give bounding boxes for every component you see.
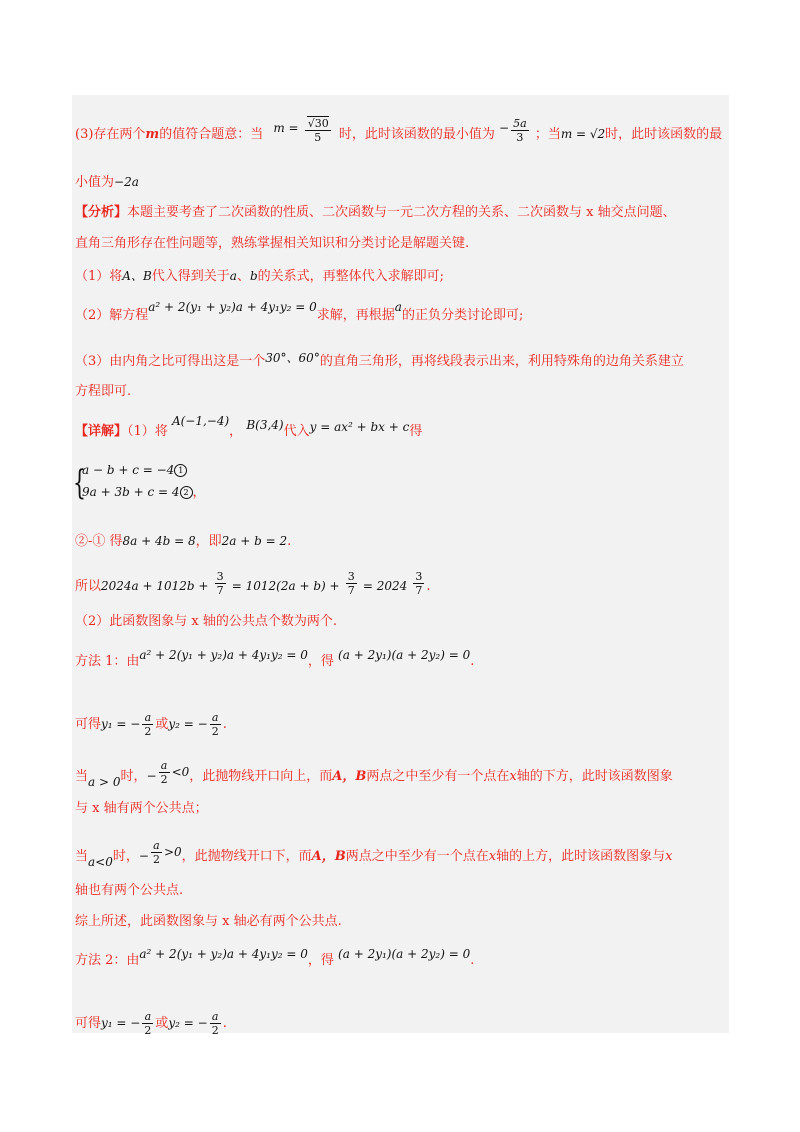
- frac-den: 7: [216, 584, 224, 597]
- comma: ，: [192, 485, 206, 500]
- fraction-a-over-2: [151, 839, 162, 866]
- less-than-zero: <0: [171, 765, 190, 779]
- y1-equals: y₁ = −: [101, 1016, 141, 1030]
- frac-num: 3: [415, 570, 423, 583]
- m-equals-sqrt2: m = √2: [560, 127, 606, 141]
- point-a: A(−1,−4): [171, 414, 230, 428]
- equation-quadratic: a² + 2(y₁ + y₂)a + 4y₁y₂ = 0: [148, 300, 317, 314]
- conclusion: [75, 914, 342, 930]
- get-label: 可得: [75, 717, 102, 732]
- greater-than-zero: >0: [163, 845, 182, 859]
- detail-text-a: （1）将: [127, 424, 168, 439]
- frac-num: 3: [347, 570, 355, 583]
- part3-line1: [75, 117, 723, 148]
- part3-mid: 的值符合题意：当: [159, 127, 264, 142]
- frac-den: 2: [144, 1024, 152, 1037]
- equation-quadratic: a² + 2(y₁ + y₂)a + 4y₁y₂ = 0: [139, 947, 308, 961]
- part3-prefix: (3)存在两个: [75, 127, 146, 142]
- detail-text-c: 得: [409, 424, 423, 439]
- minus-sign: −: [146, 769, 157, 783]
- analysis-line2: [75, 236, 469, 252]
- step3-c: 方程即可.: [75, 384, 132, 399]
- comma: ，: [229, 424, 243, 439]
- var-x: x: [509, 769, 517, 784]
- fraction-a-over-2: [159, 759, 170, 786]
- frac-num: a: [151, 839, 162, 853]
- analysis-step3: [75, 353, 684, 370]
- equation-quadratic: a² + 2(y₁ + y₂)a + 4y₁y₂ = 0: [139, 648, 308, 662]
- case1-text-e: 轴的下方，此时该函数图象: [516, 769, 673, 784]
- circled-number: 1: [174, 464, 187, 477]
- points-ab: A，B: [332, 769, 367, 784]
- detail-line1: [75, 414, 423, 440]
- analysis-tag: 【分析】: [75, 205, 128, 220]
- case1-text-l2: 与 x 轴有两个公共点；: [75, 801, 208, 816]
- fraction-a-over-2: [142, 711, 153, 738]
- y1-equals: y₁ = −: [101, 717, 141, 731]
- so-label: 所以: [75, 579, 102, 594]
- fraction-3-7: [413, 570, 424, 597]
- part3-text2: ；当: [534, 127, 561, 142]
- period: .: [426, 579, 431, 594]
- var-m: m: [145, 127, 160, 142]
- method2-mid: ，得: [307, 953, 334, 968]
- system-brace: {: [73, 463, 86, 503]
- fraction-a-over-2: [142, 1010, 153, 1037]
- frac-num: √30: [307, 117, 329, 130]
- frac-den: 2: [211, 725, 219, 738]
- case1-line2: [75, 801, 208, 817]
- case2-text-e: 轴的上方，此时该函数图象与: [496, 849, 666, 864]
- fraction-5a-over-3: [511, 117, 529, 144]
- method2-label: 方法 2：由: [75, 953, 140, 968]
- m-equals: m =: [273, 121, 299, 135]
- part3-min-label: 小值为: [75, 175, 115, 190]
- fraction-3-7: [346, 570, 357, 597]
- var-x: x: [665, 849, 673, 864]
- analysis-text2: 直角三角形存在性问题等，熟练掌握相关知识和分类讨论是解题关键.: [75, 236, 470, 251]
- period: .: [470, 953, 475, 968]
- period: .: [222, 1016, 227, 1031]
- equation-factored: (a + 2y₁)(a + 2y₂) = 0: [338, 648, 471, 662]
- eq-8a4b: 8a + 4b = 8: [122, 534, 196, 548]
- case2-text-c: ，此抛物线开口下，而: [181, 849, 312, 864]
- part3-line2: [75, 174, 139, 191]
- fraction-a-over-2: [210, 1010, 221, 1037]
- equation-2: 9a + 3b + c = 4: [82, 485, 180, 499]
- fraction-a-over-2: [210, 711, 221, 738]
- method1-result: [75, 711, 227, 738]
- y2-equals: y₂ = −: [168, 1016, 208, 1030]
- part2-intro: [75, 614, 337, 630]
- frac-den: 7: [347, 584, 355, 597]
- case2-when: 当: [75, 849, 89, 864]
- min-value: −2a: [114, 175, 139, 189]
- frac-den: 2: [144, 725, 152, 738]
- part2-intro-text: （2）此函数图象与 x 轴的公共点个数为两个.: [75, 614, 337, 629]
- step2-b: 求解，再根据: [316, 308, 395, 323]
- or-label: 或: [155, 1016, 169, 1031]
- part3-text1: 时，此时该函数的最小值为: [338, 127, 495, 142]
- step2-c: 的正负分类讨论即可;: [401, 308, 524, 323]
- detail-text-b: 代入: [283, 424, 310, 439]
- case1-shi: 时，: [120, 769, 147, 784]
- equation-1: a − b + c = −4: [82, 463, 175, 477]
- so-line: [75, 570, 431, 600]
- case2-line2: [75, 883, 183, 899]
- frac-num: a: [210, 1010, 221, 1024]
- frac-num: a: [142, 1010, 153, 1024]
- system-eq1: [82, 462, 187, 479]
- angles: 30°、60°: [265, 351, 320, 365]
- frac-num: 5a: [513, 117, 527, 130]
- case1-when: 当: [75, 769, 89, 784]
- point-b: B(3,4): [246, 418, 284, 432]
- step1-d: 的关系式，再整体代入求解即可;: [257, 269, 445, 284]
- period: .: [222, 717, 227, 732]
- eq-2ab: 2a + b = 2: [221, 534, 288, 548]
- var-x: x: [488, 849, 497, 864]
- subtract-line: [75, 533, 291, 550]
- minus-sign: −: [138, 849, 149, 863]
- frac-num: a: [210, 711, 221, 725]
- y2-equals: y₂ = −: [168, 717, 208, 731]
- get-label: 可得: [75, 1016, 102, 1031]
- step2-a: （2）解方程: [75, 308, 149, 323]
- detail-tag: 【详解】: [75, 424, 128, 439]
- period: .: [287, 534, 292, 549]
- circled-number: 2: [180, 486, 193, 499]
- frac-num: a: [142, 711, 153, 725]
- points-ab: A，B: [311, 849, 346, 864]
- var-a: a: [394, 300, 402, 314]
- case1-line1: [75, 759, 673, 790]
- method1-mid: ，得: [307, 654, 334, 669]
- frac-den: 2: [211, 1024, 219, 1037]
- method1-line: [75, 648, 475, 670]
- case1-text-c: ，此抛物线开口向上，而: [189, 769, 333, 784]
- frac-num: 3: [216, 570, 224, 583]
- part3-text3: 时，此时该函数的最: [605, 127, 723, 142]
- points-ab: A、B: [122, 269, 152, 283]
- analysis-step1: [75, 268, 444, 285]
- method1-label: 方法 1：由: [75, 654, 140, 669]
- frac-den: 2: [160, 773, 168, 786]
- or-label: 或: [155, 717, 169, 732]
- condition-a-negative: a<0: [88, 855, 113, 869]
- frac-den: 2: [152, 853, 160, 866]
- analysis-step2: [75, 300, 524, 324]
- fraction-sqrt30-over-5: [305, 117, 331, 144]
- step1-b: 代入得到关于: [151, 269, 230, 284]
- step1-a: （1）将: [75, 269, 123, 284]
- minus-sign: −: [499, 121, 510, 135]
- step3-b: 的直角三角形，再将线段表示出来，利用特殊角的边角关系建立: [319, 354, 684, 369]
- case2-text-d: 两点之中至少有一个点在: [345, 849, 489, 864]
- step1-c: 、: [236, 269, 250, 284]
- analysis-step3-line2: [75, 384, 131, 400]
- condition-a-positive: a > 0: [88, 775, 121, 789]
- case1-text-d: 两点之中至少有一个点在: [366, 769, 510, 784]
- conclusion-text: 综上所述，此函数图象与 x 轴必有两个公共点.: [75, 914, 342, 929]
- frac-num: a: [159, 759, 170, 773]
- subtract-label: ②-① 得: [75, 534, 123, 549]
- case2-line1: [75, 839, 673, 870]
- expr-b: = 1012(2a + b) +: [231, 579, 340, 593]
- analysis-line1: [75, 205, 676, 221]
- method2-result: [75, 1010, 227, 1037]
- frac-den: 5: [314, 131, 322, 144]
- frac-den: 3: [516, 131, 524, 144]
- parabola-equation: y = ax² + bx + c: [309, 420, 410, 434]
- case2-shi: 时，: [112, 849, 139, 864]
- var-b: b: [249, 269, 258, 283]
- expr-a: 2024a + 1012b +: [101, 579, 209, 593]
- fraction-3-7: [215, 570, 226, 597]
- method2-line: [75, 947, 475, 969]
- equation-factored: (a + 2y₁)(a + 2y₂) = 0: [338, 947, 471, 961]
- case2-text-l2: 轴也有两个公共点.: [75, 883, 184, 898]
- frac-den: 7: [415, 584, 423, 597]
- step3-a: （3）由内角之比可得出这是一个: [75, 354, 266, 369]
- analysis-text1: 本题主要考查了二次函数的性质、二次函数与一元二次方程的关系、二次函数与 x 轴交点问题、: [127, 205, 676, 220]
- expr-c: = 2024: [362, 579, 408, 593]
- period: .: [470, 654, 475, 669]
- system-eq2: [82, 484, 206, 501]
- subtract-mid: ，即: [195, 534, 222, 549]
- var-a: a: [229, 269, 237, 283]
